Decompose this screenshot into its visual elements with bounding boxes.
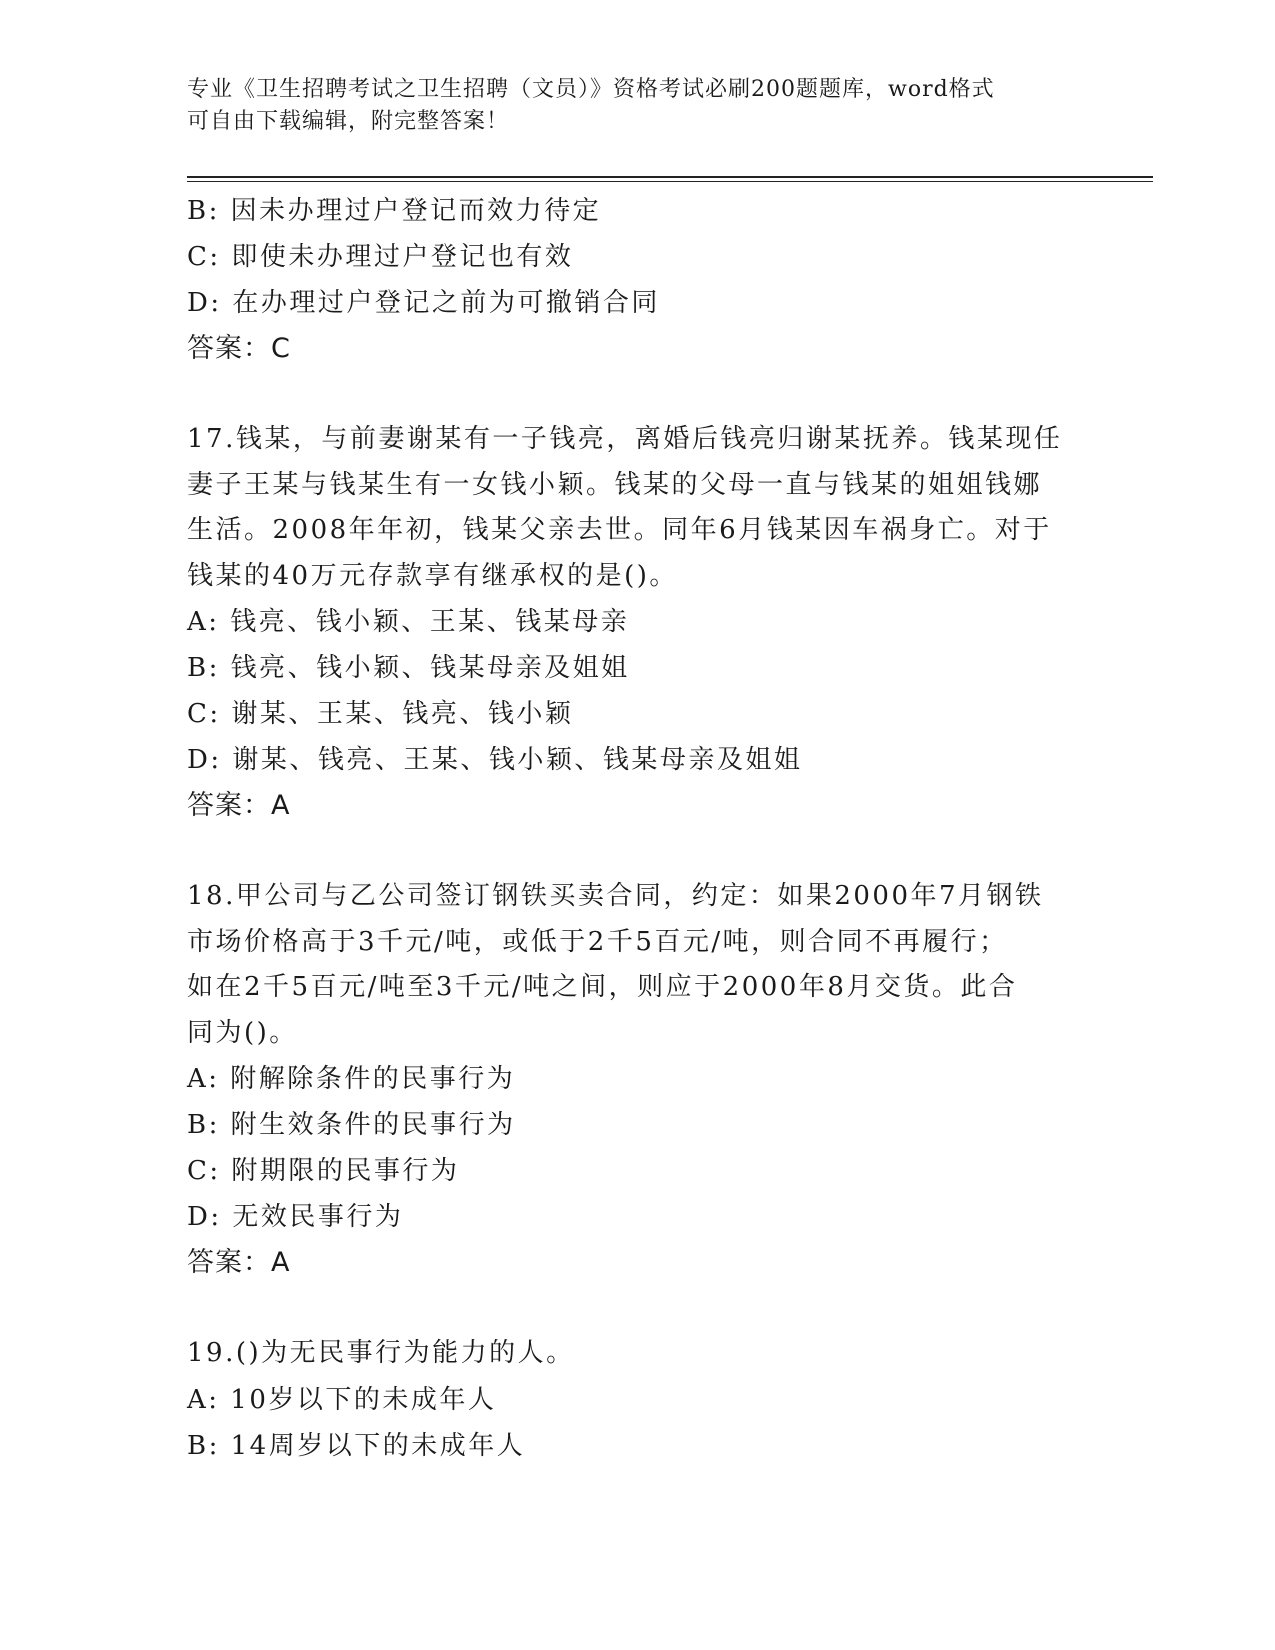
option-c: C: 即使未办理过户登记也有效 [187,242,574,272]
question-text-line: 如在2千5百元/吨至3千元/吨之间，则应于2000年8月交货。此合 [187,972,1018,1002]
question-text-line: 生活。2008年年初，钱某父亲去世。同年6月钱某因车祸身亡。对于 [187,515,1052,545]
option-a: A: 附解除条件的民事行为 [187,1064,516,1094]
option-b: B: 钱亮、钱小颖、钱某母亲及姐姐 [187,653,630,683]
question-text-line: 钱某的40万元存款享有继承权的是()。 [187,560,678,591]
header-rule-thin [187,181,1153,182]
answer: 答案：A [187,790,291,821]
question-text-line: 市场价格高于3千元/吨，或低于2千5百元/吨，则合同不再履行； [187,926,1008,957]
question-18 [187,874,1087,1286]
question-text-line: 18.甲公司与乙公司签订钢铁买卖合同，约定：如果2000年7月钢铁 [187,881,1044,911]
option-b: B: 因未办理过户登记而效力待定 [187,196,602,226]
header-line-1: 专业《卫生招聘考试之卫生招聘（文员）》资格考试必刷200题题库，word格式 [187,77,995,102]
header-rule [187,176,1153,178]
question-text-line: 19.()为无民事行为能力的人。 [187,1338,575,1368]
question-16-continued [187,188,1087,372]
option-b: B: 附生效条件的民事行为 [187,1110,516,1140]
question-text-line: 17.钱某，与前妻谢某有一子钱亮，离婚后钱亮归谢某抚养。钱某现任 [187,424,1063,454]
option-c: C: 谢某、王某、钱亮、钱小颖 [187,699,574,729]
document-header [187,74,1067,138]
header-line-2: 可自由下载编辑，附完整答案！ [187,109,510,134]
question-17 [187,417,1087,829]
question-text-line: 妻子王某与钱某生有一女钱小颖。钱某的父母一直与钱某的姐姐钱娜 [187,469,1043,500]
option-b: B: 14周岁以下的未成年人 [187,1430,526,1461]
option-a: A: 10岁以下的未成年人 [187,1384,497,1415]
answer: 答案：C [187,333,291,364]
option-a: A: 钱亮、钱小颖、王某、钱某母亲 [187,607,630,637]
option-d: D: 无效民事行为 [187,1202,404,1232]
option-d: D: 在办理过户登记之前为可撤销合同 [187,288,660,318]
option-c: C: 附期限的民事行为 [187,1156,460,1186]
answer: 答案：A [187,1247,291,1278]
option-d: D: 谢某、钱亮、王某、钱小颖、钱某母亲及姐姐 [187,745,803,775]
question-text-line: 同为()。 [187,1017,298,1048]
document-body [187,188,1087,1469]
question-19 [187,1331,1087,1469]
